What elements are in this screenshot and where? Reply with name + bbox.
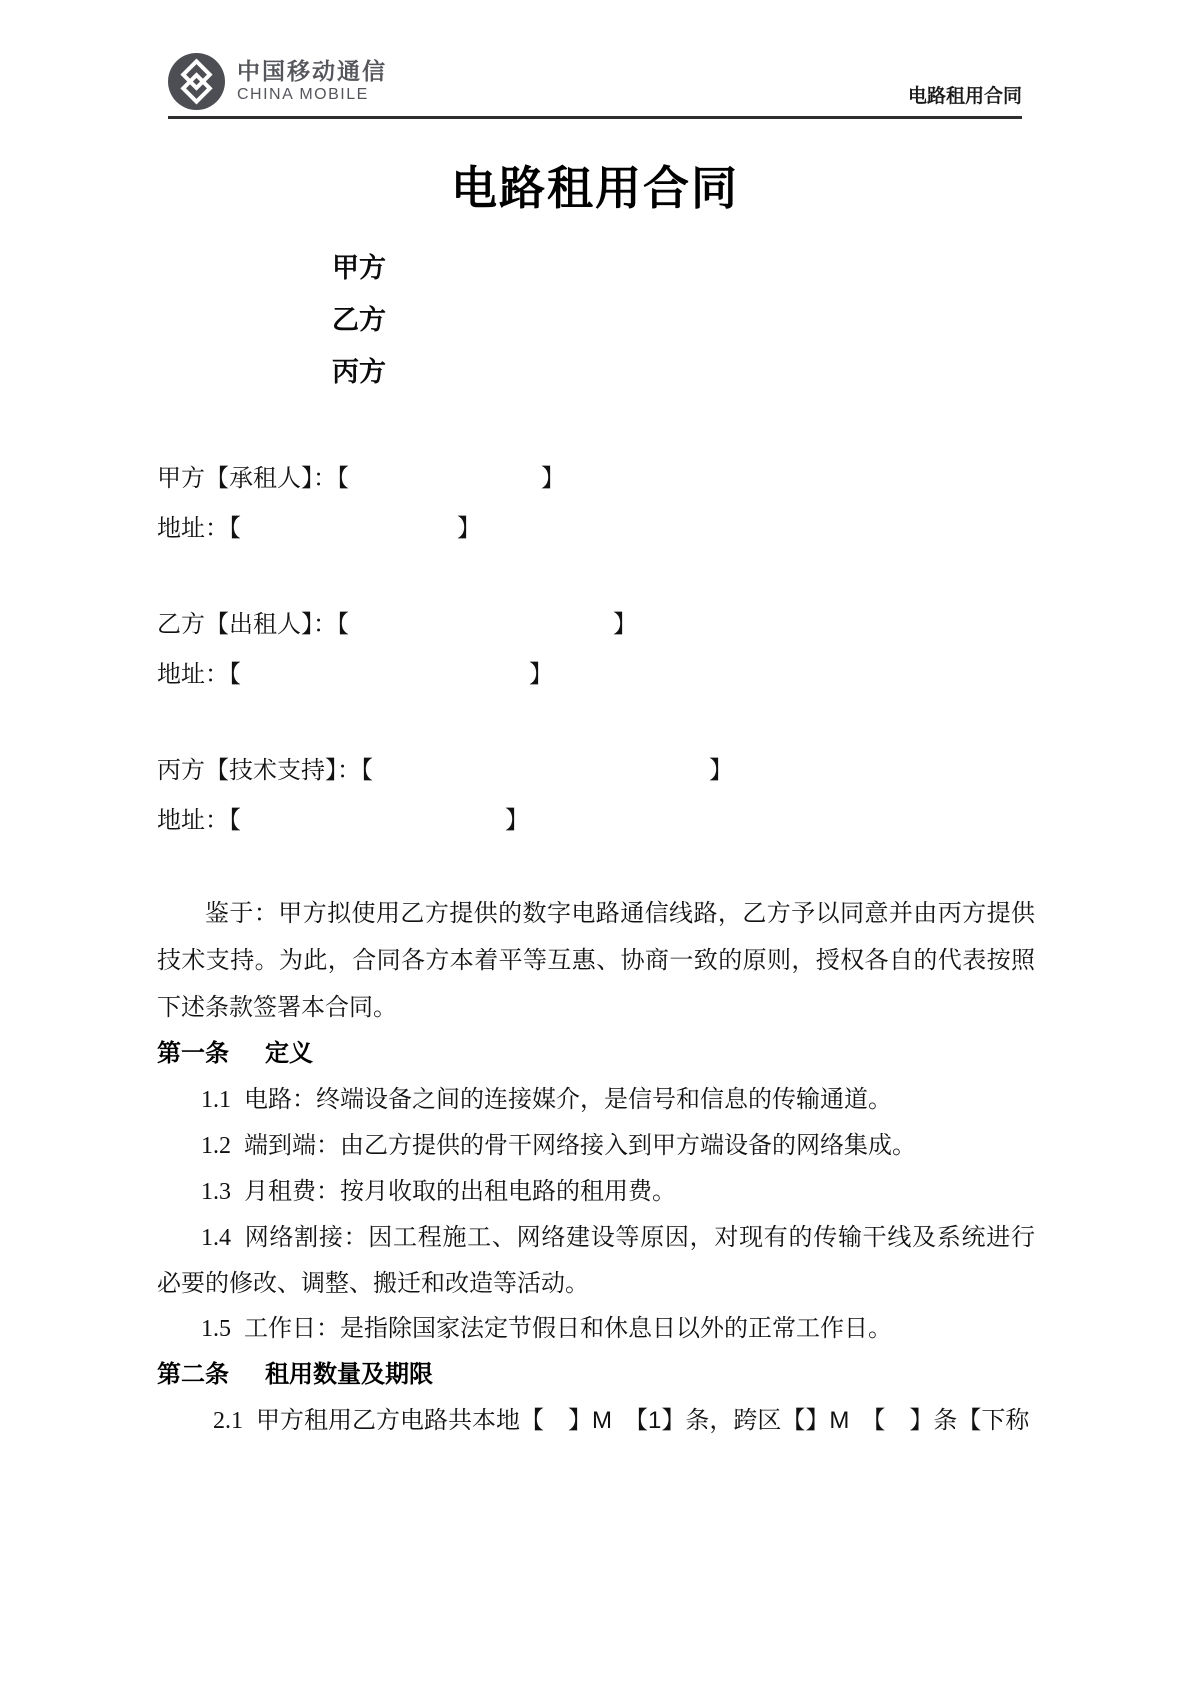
section-2-heading — [157, 1352, 1035, 1398]
page-header — [168, 52, 1022, 110]
section-1-title: 定义 — [265, 1040, 313, 1067]
party-b-name-line: 乙方【出租人】：【 】 — [157, 611, 637, 638]
logo-text — [237, 59, 387, 104]
section-2-title: 租用数量及期限 — [265, 1361, 433, 1388]
party-details — [157, 454, 1035, 846]
header-rule — [168, 116, 1022, 119]
party-a-address-line: 地址：【 】 — [157, 515, 481, 542]
clause-2-1 — [157, 1398, 1035, 1444]
party-a-detail — [157, 454, 1035, 554]
party-brief-b: 乙方 — [332, 305, 386, 335]
clause-1-3-number: 1.3 — [201, 1179, 231, 1205]
contract-title: 电路租用合同 — [451, 162, 739, 214]
clause-1-5-number: 1.5 — [201, 1316, 231, 1342]
party-brief-c: 丙方 — [332, 357, 386, 387]
party-b-detail — [157, 600, 1035, 700]
clause-1-2 — [157, 1123, 1035, 1169]
party-b-address-line: 地址：【 】 — [157, 661, 553, 688]
clause-1-2-number: 1.2 — [201, 1133, 231, 1159]
logo-text-cn: 中国移动通信 — [237, 58, 387, 85]
clause-1-4 — [157, 1215, 1035, 1306]
clause-1-3 — [157, 1169, 1035, 1215]
clause-1-4-number: 1.4 — [201, 1225, 231, 1251]
party-c-detail — [157, 746, 1035, 846]
preamble-paragraph: 鉴于：甲方拟使用乙方提供的数字电路通信线路，乙方予以同意并由丙方提供技术支持。为此，合同各方本着平等互惠、协商一致的原则，授权各自的代表按照下述条款签署本合同。 — [157, 900, 1035, 1021]
section-1-number: 第一条 — [157, 1040, 229, 1067]
clause-1-1 — [157, 1077, 1035, 1123]
clause-1-3-text: 月租费：按月收取的出租电路的租用费。 — [244, 1178, 676, 1205]
clause-1-1-text: 电路：终端设备之间的连接媒介，是信号和信息的传输通道。 — [244, 1086, 892, 1113]
section-2-number: 第二条 — [157, 1361, 229, 1388]
clause-2-1-number: 2.1 — [213, 1408, 243, 1434]
clause-1-4-text: 网络割接：因工程施工、网络建设等原因，对现有的传输干线及系统进行必要的修改、调整、搬迁和改造等活动。 — [157, 1224, 1035, 1297]
contract-body — [157, 890, 1035, 1444]
party-c-name-line: 丙方【技术支持】：【 】 — [157, 757, 733, 784]
section-1-heading — [157, 1031, 1035, 1077]
party-a-name-line: 甲方【承租人】：【 】 — [157, 465, 565, 492]
clause-1-1-number: 1.1 — [201, 1087, 231, 1113]
china-mobile-logo — [168, 53, 387, 110]
clause-1-2-text: 端到端：由乙方提供的骨干网络接入到甲方端设备的网络集成。 — [244, 1132, 916, 1159]
clause-2-1-text: 甲方租用乙方电路共本地【 】M 【1】条，跨区【】M 【 】条【下称 — [256, 1407, 1030, 1434]
header-doc-label: 电路租用合同 — [907, 86, 1022, 107]
party-c-address-line: 地址：【 】 — [157, 807, 529, 834]
party-brief-a: 甲方 — [332, 253, 386, 283]
clause-1-5-text: 工作日：是指除国家法定节假日和休息日以外的正常工作日。 — [244, 1315, 892, 1342]
party-brief-list — [332, 242, 1190, 398]
china-mobile-logo-icon — [168, 53, 225, 110]
clause-1-5 — [157, 1306, 1035, 1352]
logo-text-en: CHINA MOBILE — [237, 86, 369, 104]
